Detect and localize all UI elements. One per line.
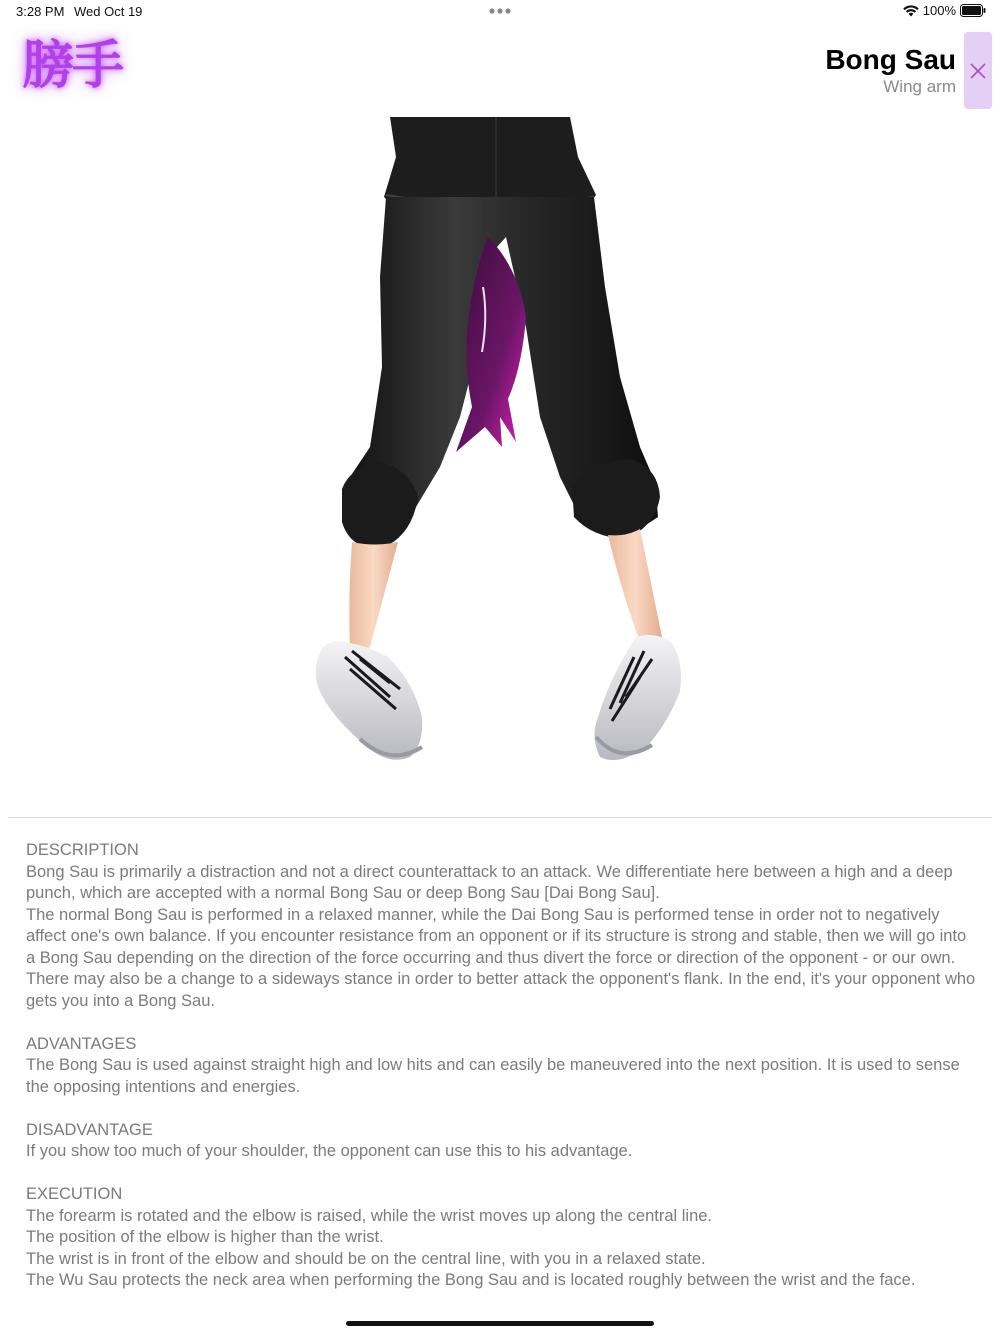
paragraph: Bong Sau is primarily a distraction and not a direct counterattack to an attack. We differentiate here between a high and a deep punch, which are accepted with a normal Bong Sau or deep Bong Sau [Dai Bong Sau]. — [26, 862, 953, 902]
close-icon — [969, 62, 987, 80]
battery-icon — [960, 4, 986, 17]
technique-title: Bong Sau — [825, 44, 956, 75]
close-button[interactable] — [964, 32, 992, 109]
status-bar — [0, 0, 1000, 24]
paragraph: The wrist is in front of the elbow and should be on the central line, with you in a relaxed state. — [26, 1249, 706, 1268]
status-date: Wed Oct 19 — [74, 4, 143, 19]
section-heading: ADVANTAGES — [26, 1034, 137, 1053]
paragraph: The Bong Sau is used against straight high and low hits and can easily be maneuvered into the next position. It is used to sense the opposing intentions and energies. — [26, 1056, 960, 1096]
multitask-dots-icon[interactable] — [488, 7, 512, 15]
paragraph: The position of the elbow is higher than the wrist. — [26, 1228, 384, 1246]
status-time: 3:28 PM — [16, 4, 65, 19]
status-indicators — [903, 3, 986, 18]
battery-percent: 100% — [922, 3, 956, 18]
section-heading: DESCRIPTION — [26, 841, 139, 859]
disadvantage-section — [26, 1120, 976, 1163]
title-block — [825, 44, 956, 98]
description-section — [26, 840, 976, 1012]
execution-section — [26, 1184, 976, 1292]
shirt-shape — [384, 117, 596, 211]
divider — [8, 817, 992, 818]
paragraph: If you show too much of your shoulder, the opponent can use this to his advantage. — [26, 1142, 633, 1160]
section-heading: EXECUTION — [26, 1185, 123, 1203]
paragraph: The forearm is rotated and the elbow is raised, while the wrist moves up along the central line. — [26, 1206, 713, 1225]
right-leg — [608, 529, 662, 644]
paragraph: The normal Bong Sau is performed in a relaxed manner, while the Dai Bong Sau is performed tense in order not to negatively affect one's own balance. If you encounter resistance from an opponent or if its structure is strong and stable, then we will go into a Bong Sau depending on the direction of the force occurring and thus divert the force or direction of the opponent - or our own. There may also be a change to a sideways stance in order to better attack the opponent's flank. In the end, it's your opponent who gets you into a Bong Sau. — [26, 905, 976, 1010]
right-shoe — [594, 635, 681, 760]
figure-illustration — [200, 117, 800, 777]
home-indicator[interactable] — [346, 1321, 654, 1326]
wifi-icon — [903, 4, 919, 17]
technique-details — [26, 840, 976, 1313]
technique-subtitle: Wing arm — [883, 77, 956, 96]
left-leg — [349, 542, 398, 652]
paragraph: The Wu Sau protects the neck area when performing the Bong Sau and is located roughly between the wrist and the face. — [26, 1271, 916, 1289]
technique-glyph: 膀手 — [22, 35, 123, 96]
left-shoe — [316, 641, 423, 760]
section-heading: DISADVANTAGE — [26, 1120, 153, 1139]
advantages-section — [26, 1034, 976, 1099]
